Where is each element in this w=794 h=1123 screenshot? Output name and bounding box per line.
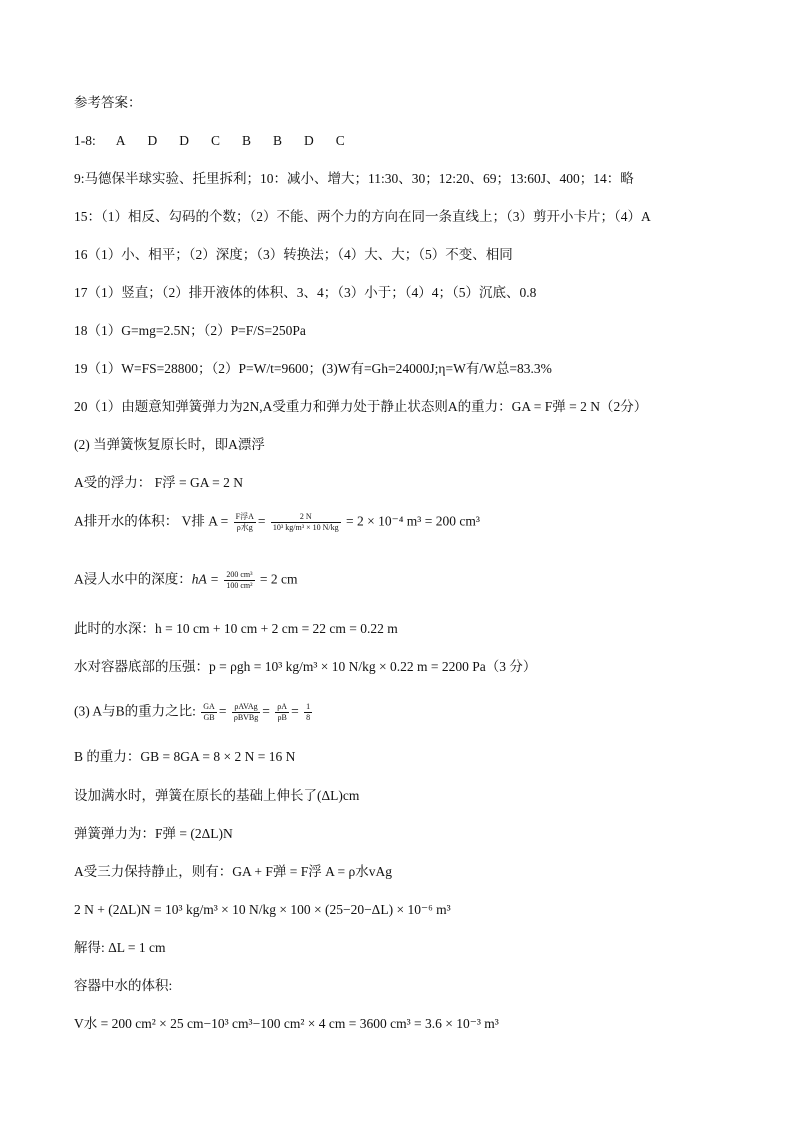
depth-result: = 2 cm bbox=[259, 571, 298, 587]
ratio-fraction-1 bbox=[201, 702, 217, 723]
fraction-denominator: ρ水g bbox=[236, 523, 253, 532]
fraction-denominator: 100 cm² bbox=[226, 581, 253, 590]
fraction-denominator: 8 bbox=[306, 713, 311, 722]
ratio-label: (3) A与B的重力之比: bbox=[74, 703, 196, 719]
water-volume-line: V水 = 200 cm² × 25 cm−10³ cm³−100 cm² × 4 cm = 3600 cm³ = 3.6 × 10⁻³ m³ bbox=[74, 1016, 499, 1031]
fraction-numerator: 200 cm³ bbox=[226, 570, 253, 579]
mcq-answer: C bbox=[211, 133, 221, 148]
displaced-volume-line: A排开水的体积： V排 A = $\frac{\text{F浮A}}{\text{ρ水g}}$ = $\frac{2 N}{\text{10³ kg/m³ × 10 N/kg}}$ = 2 × 10⁻⁴ m³ = 200 cm³ bbox=[74, 512, 480, 532]
answer-line-20-part2: (2) 当弹簧恢复原长时，即A漂浮 bbox=[74, 437, 265, 452]
buoyancy-line: A受的浮力： F浮 = GA = 2 N bbox=[74, 475, 243, 490]
depth-fraction bbox=[224, 570, 254, 591]
equation-line: 2 N + (2ΔL)N = 10³ kg/m³ × 10 N/kg × 100 × (25−20−ΔL) × 10⁻⁶ m³ bbox=[74, 902, 451, 917]
fraction-numerator: GA bbox=[203, 702, 215, 711]
answer-line-9: 9:马德保半球实验、托里拆利；10：减小、增大；11:30、30；12:20、69；13:60J、400；14：略 bbox=[74, 171, 634, 186]
volume-result: = 2 × 10⁻⁴ m³ = 200 cm³ bbox=[346, 513, 480, 529]
depth-label: A浸人水中的深度： bbox=[74, 571, 192, 587]
fraction-numerator: 1 bbox=[306, 702, 311, 711]
answer-line-17: 17（1）竖直；（2）排开液体的体积、3、4；（3）小于；（4）4；（5）沉底、0.8 bbox=[74, 285, 537, 300]
solve-line: 解得: ΔL = 1 cm bbox=[74, 940, 166, 955]
fraction-numerator: 2 N bbox=[271, 512, 341, 523]
volume-fraction-1 bbox=[234, 512, 256, 533]
ratio-fraction-2 bbox=[232, 702, 260, 723]
mcq-answer: D bbox=[179, 133, 189, 148]
mcq-answers bbox=[74, 132, 367, 150]
mcq-answer: D bbox=[147, 133, 158, 148]
ratio-fraction-4 bbox=[304, 702, 312, 723]
fraction-numerator: ρAVAg bbox=[232, 702, 260, 713]
weight-ratio-line: (3) A与B的重力之比: $\frac{GA}{GB}$ = $\frac{\text{ρAVAg}}{\text{ρBVBg}}$ = $\frac{\rho A}{\rho B}$ = $\frac{1}{8}$ bbox=[74, 702, 311, 722]
fraction-numerator: F浮A bbox=[235, 512, 254, 521]
volume-fraction-2 bbox=[271, 512, 341, 533]
three-force-line: A受三力保持静止，则有：GA + F弹 = F浮 A = ρ水vAg bbox=[74, 864, 392, 879]
water-depth-line: 此时的水深：h = 10 cm + 10 cm + 2 cm = 22 cm = 0.22 m bbox=[74, 621, 398, 636]
mcq-answer: C bbox=[335, 133, 345, 148]
answer-line-20: 20（1）由题意知弹簧弹力为2N,A受重力和弹力处于静止状态则A的重力：GA = F弹 = 2 N（2分） bbox=[74, 399, 648, 414]
pressure-line: 水对容器底部的压强：p = ρgh = 10³ kg/m³ × 10 N/kg × 0.22 m = 2200 Pa（3 分） bbox=[74, 659, 537, 674]
mcq-answer: A bbox=[115, 133, 126, 148]
mcq-label: 1-8: bbox=[74, 133, 96, 148]
answer-heading: 参考答案： bbox=[74, 95, 142, 110]
ratio-fraction-3 bbox=[275, 702, 289, 723]
answer-line-16: 16（1）小、相平；（2）深度；（3）转换法；（4）大、大；（5）不变、相同 bbox=[74, 247, 513, 262]
fraction-denominator: 10³ kg/m³ × 10 N/kg bbox=[272, 523, 339, 532]
assume-line: 设加满水时，弹簧在原长的基础上伸长了(ΔL)cm bbox=[74, 788, 360, 803]
gb-line: B 的重力：GB = 8GA = 8 × 2 N = 16 N bbox=[74, 749, 296, 764]
answer-line-19: 19（1）W=FS=28800；（2）P=W/t=9600；(3)W有=Gh=24000J;η=W有/W总=83.3% bbox=[74, 361, 552, 376]
fraction-numerator: ρA bbox=[277, 702, 288, 711]
water-volume-label: 容器中水的体积: bbox=[74, 978, 173, 993]
mcq-answer: D bbox=[304, 133, 314, 148]
answer-line-15: 15：（1）相反、勾码的个数；（2）不能、两个力的方向在同一条直线上；（3）剪开小卡片；（4）A bbox=[74, 209, 651, 224]
immersion-depth-line bbox=[74, 570, 298, 591]
mcq-answer: B bbox=[273, 133, 283, 148]
mcq-answer: B bbox=[242, 133, 252, 148]
fraction-denominator: GB bbox=[203, 713, 215, 722]
fraction-denominator: ρB bbox=[277, 713, 287, 722]
answer-line-18: 18（1）G=mg=2.5N；（2）P=F/S=250Pa bbox=[74, 323, 306, 338]
spring-force-line: 弹簧弹力为：F弹 = (2ΔL)N bbox=[74, 826, 233, 841]
volume-label: A排开水的体积： V排 A = bbox=[74, 513, 232, 529]
fraction-denominator: ρBVBg bbox=[233, 713, 259, 722]
depth-symbol: hA = bbox=[191, 571, 223, 587]
